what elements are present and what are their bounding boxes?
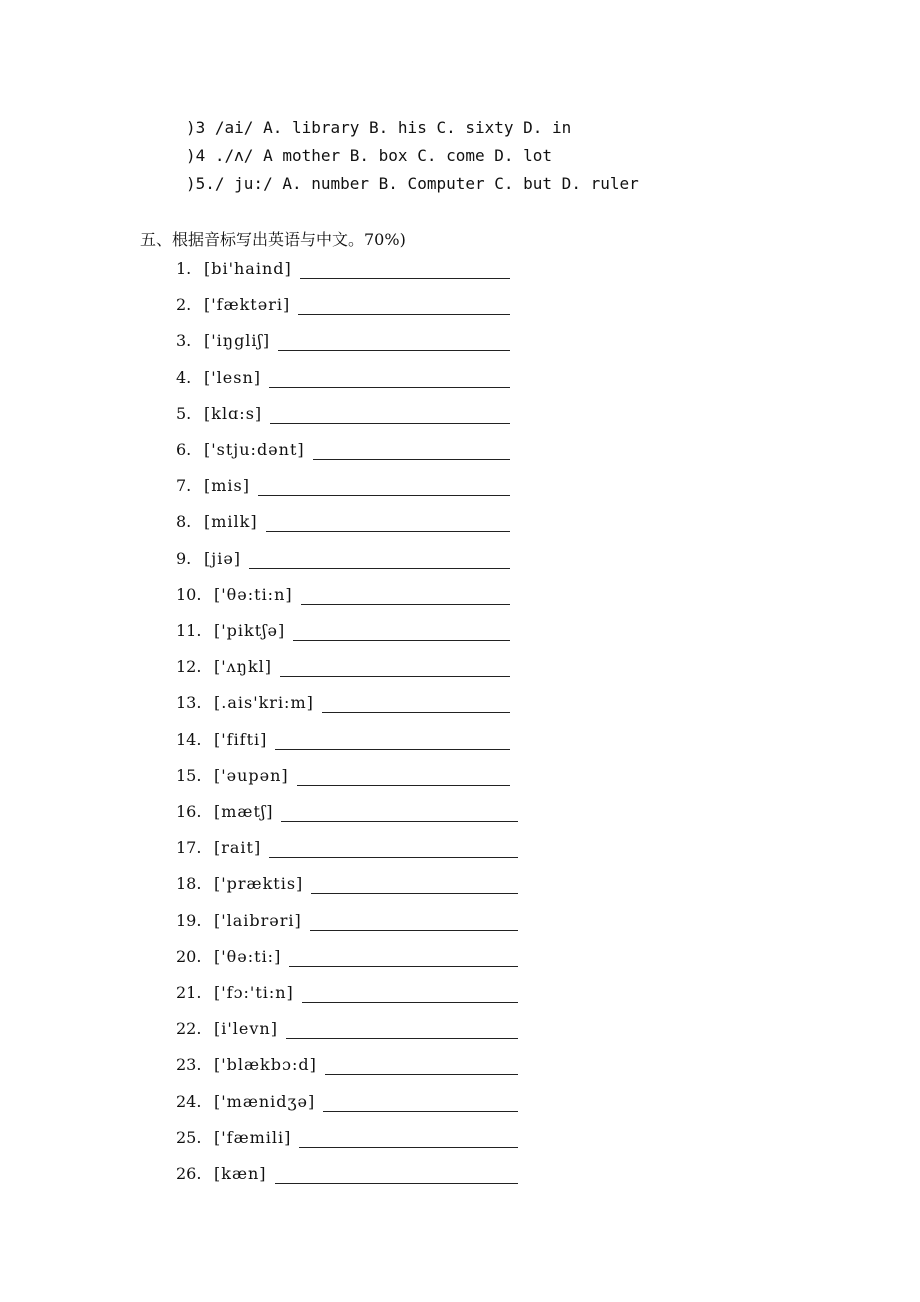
item-phonetic: [kæn] — [214, 1164, 267, 1183]
item-number: 20. — [176, 947, 202, 966]
answer-blank[interactable] — [310, 914, 518, 931]
phonetic-item — [176, 838, 518, 858]
item-number: 23. — [176, 1055, 202, 1074]
item-phonetic: ['præktis] — [214, 874, 304, 893]
item-phonetic: ['laibrəri] — [214, 911, 302, 930]
phonics-question-4: )4 ./ʌ/ A mother B. box C. come D. lot — [186, 146, 553, 165]
answer-blank[interactable] — [278, 334, 510, 351]
item-number: 11. — [176, 621, 202, 640]
item-number: 17. — [176, 838, 202, 857]
answer-blank[interactable] — [302, 986, 518, 1003]
item-phonetic: ['θə:ti:] — [214, 947, 282, 966]
answer-blank[interactable] — [298, 298, 510, 315]
answer-blank[interactable] — [293, 624, 510, 641]
phonics-question-3: )3 /ai/ A. library B. his C. sixty D. in — [186, 118, 572, 137]
phonetic-item — [176, 1128, 518, 1148]
phonetic-item — [176, 766, 510, 786]
answer-blank[interactable] — [311, 877, 518, 894]
item-number: 8. — [176, 512, 192, 531]
item-number: 13. — [176, 693, 202, 712]
item-phonetic: [rait] — [214, 838, 262, 857]
answer-blank[interactable] — [258, 479, 510, 496]
item-number: 3. — [176, 331, 192, 350]
item-phonetic: ['lesn] — [204, 368, 261, 387]
phonetic-item — [176, 1055, 518, 1075]
item-phonetic: ['fæktəri] — [204, 295, 291, 314]
item-number: 9. — [176, 549, 192, 568]
item-number: 22. — [176, 1019, 202, 1038]
answer-blank[interactable] — [269, 841, 518, 858]
item-phonetic: ['stju:dənt] — [204, 440, 305, 459]
item-phonetic: ['fɔ:'ti:n] — [214, 983, 294, 1002]
item-phonetic: ['əupən] — [214, 766, 289, 785]
item-number: 26. — [176, 1164, 202, 1183]
item-phonetic: [jiə] — [204, 549, 242, 568]
phonetic-item — [176, 657, 510, 677]
phonetic-item — [176, 730, 510, 750]
answer-blank[interactable] — [289, 950, 518, 967]
answer-blank[interactable] — [275, 733, 510, 750]
answer-blank[interactable] — [275, 1167, 518, 1184]
phonetic-item — [176, 440, 510, 460]
phonetic-item — [176, 1019, 518, 1039]
item-number: 16. — [176, 802, 202, 821]
item-phonetic: ['blækbɔ:d] — [214, 1055, 317, 1074]
answer-blank[interactable] — [266, 515, 510, 532]
answer-blank[interactable] — [323, 1095, 518, 1112]
phonetic-item — [176, 368, 510, 388]
item-number: 12. — [176, 657, 202, 676]
phonetic-item — [176, 476, 510, 496]
answer-blank[interactable] — [249, 552, 510, 569]
answer-blank[interactable] — [301, 588, 510, 605]
phonetic-item — [176, 802, 518, 822]
item-number: 1. — [176, 259, 192, 278]
phonetic-item — [176, 512, 510, 532]
answer-blank[interactable] — [270, 407, 510, 424]
phonetic-item — [176, 911, 518, 931]
item-phonetic: [.ais'kri:m] — [214, 693, 314, 712]
phonetic-item — [176, 331, 510, 351]
item-number: 4. — [176, 368, 192, 387]
item-number: 24. — [176, 1092, 202, 1111]
phonetic-item — [176, 1092, 518, 1112]
answer-blank[interactable] — [300, 262, 510, 279]
phonics-question-5: )5./ ju:/ A. number B. Computer C. but D. ruler — [186, 174, 639, 193]
answer-blank[interactable] — [281, 805, 518, 822]
item-number: 10. — [176, 585, 202, 604]
phonetic-item — [176, 621, 510, 641]
item-number: 14. — [176, 730, 202, 749]
item-number: 7. — [176, 476, 192, 495]
item-phonetic: [klɑ:s] — [204, 404, 263, 423]
item-phonetic: [mis] — [204, 476, 250, 495]
phonetic-item — [176, 983, 518, 1003]
item-phonetic: ['fæmili] — [214, 1128, 292, 1147]
item-number: 6. — [176, 440, 192, 459]
phonetic-item — [176, 947, 518, 967]
item-phonetic: ['mænidʒə] — [214, 1092, 316, 1111]
answer-blank[interactable] — [325, 1058, 518, 1075]
answer-blank[interactable] — [269, 371, 510, 388]
item-number: 18. — [176, 874, 202, 893]
item-phonetic: ['θə:ti:n] — [214, 585, 293, 604]
phonetic-item — [176, 874, 518, 894]
item-phonetic: [milk] — [204, 512, 258, 531]
phonetic-item — [176, 1164, 518, 1184]
answer-blank[interactable] — [322, 696, 510, 713]
answer-blank[interactable] — [297, 769, 510, 786]
item-phonetic: ['piktʃə] — [214, 621, 286, 640]
phonetic-item — [176, 585, 510, 605]
item-phonetic: ['fifti] — [214, 730, 268, 749]
item-number: 21. — [176, 983, 202, 1002]
phonetic-item — [176, 259, 510, 279]
answer-blank[interactable] — [280, 660, 510, 677]
item-phonetic: [mætʃ] — [214, 802, 274, 821]
item-number: 15. — [176, 766, 202, 785]
item-number: 2. — [176, 295, 192, 314]
phonetic-item — [176, 693, 510, 713]
item-phonetic: ['iŋgliʃ] — [204, 331, 271, 350]
item-phonetic: [bi'haind] — [204, 259, 292, 278]
item-phonetic: [i'levn] — [214, 1019, 278, 1038]
item-phonetic: ['ʌŋkl] — [214, 657, 273, 676]
answer-blank[interactable] — [286, 1022, 518, 1039]
section-heading: 五、根据音标写出英语与中文。70%) — [140, 230, 406, 249]
item-number: 25. — [176, 1128, 202, 1147]
phonetic-item — [176, 549, 510, 569]
phonetic-item — [176, 295, 510, 315]
phonetic-item — [176, 404, 510, 424]
item-number: 5. — [176, 404, 192, 423]
answer-blank[interactable] — [313, 443, 510, 460]
item-number: 19. — [176, 911, 202, 930]
answer-blank[interactable] — [299, 1131, 518, 1148]
